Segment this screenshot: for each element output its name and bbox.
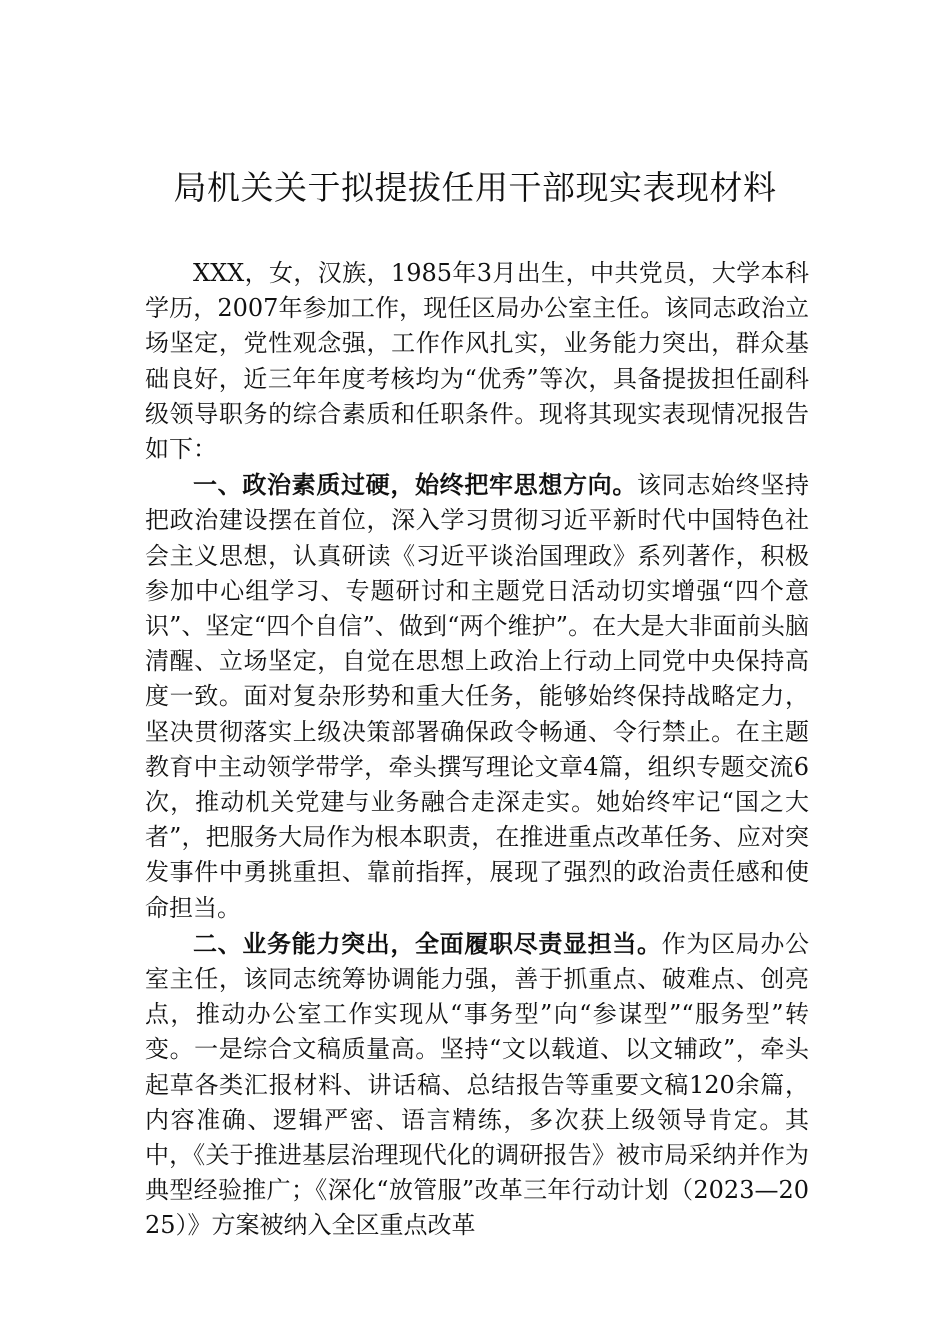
document-body	[145, 256, 809, 1244]
document-title: 局机关关于拟提拔任用干部现实表现材料	[173, 168, 777, 207]
section-political-quality	[145, 467, 809, 926]
paragraph-text: 该同志始终坚持把政治建设摆在首位，深入学习贯彻习近平新时代中国特色社会主义思想，认真研读《习近平谈治国理政》系列著作，积极参加中心组学习、专题研讨和主题党日活动切实增强“四个意识”、坚定“四个自信”、做到“两个维护”。在大是大非面前头脑清醒、立场坚定，自觉在思想上政治上行动上同党中央保持高度一致。面对复杂形势和重大任务，能够始终保持战略定力，坚决贯彻落实上级决策部署确保政令畅通、令行禁止。在主题教育中主动领学带学，牵头撰写理论文章4篇，组织专题交流6次，推动机关党建与业务融合走深走实。她始终牢记“国之大者”，把服务大局作为根本职责，在推进重点改革任务、应对突发事件中勇挑重担、靠前指挥，展现了强烈的政治责任感和使命担当。	[145, 471, 809, 922]
intro-paragraph	[145, 256, 809, 467]
paragraph-text: 作为区局办公室主任，该同志统筹协调能力强，善于抓重点、破难点、创亮点，推动办公室工作实现从“事务型”向“参谋型”“服务型”转变。一是综合文稿质量高。坚持“文以载道、以文辅政”，牵头起草各类汇报材料、讲话稿、总结报告等重要文稿120余篇，内容准确、逻辑严密、语言精练，多次获上级领导肯定。其中，《关于推进基层治理现代化的调研报告》被市局采纳并作为典型经验推广；《深化“放管服”改革三年行动计划（2023—2025）》方案被纳入全区重点改革	[145, 929, 810, 1240]
section-heading: 一、政治素质过硬，始终把牢思想方向。	[193, 470, 637, 500]
section-heading: 二、业务能力突出，全面履职尽责显担当。	[193, 928, 662, 958]
section-work-ability	[145, 926, 809, 1244]
paragraph-text: XXX，女，汉族，1985年3月出生，中共党员，大学本科学历，2007年参加工作，现任区局办公室主任。该同志政治立场坚定，党性观念强，工作作风扎实，业务能力突出，群众基础良好，近三年年度考核均为“优秀”等次，具备提拔担任副科级领导职务的综合素质和任职条件。现将其现实表现情况报告如下：	[145, 259, 809, 464]
